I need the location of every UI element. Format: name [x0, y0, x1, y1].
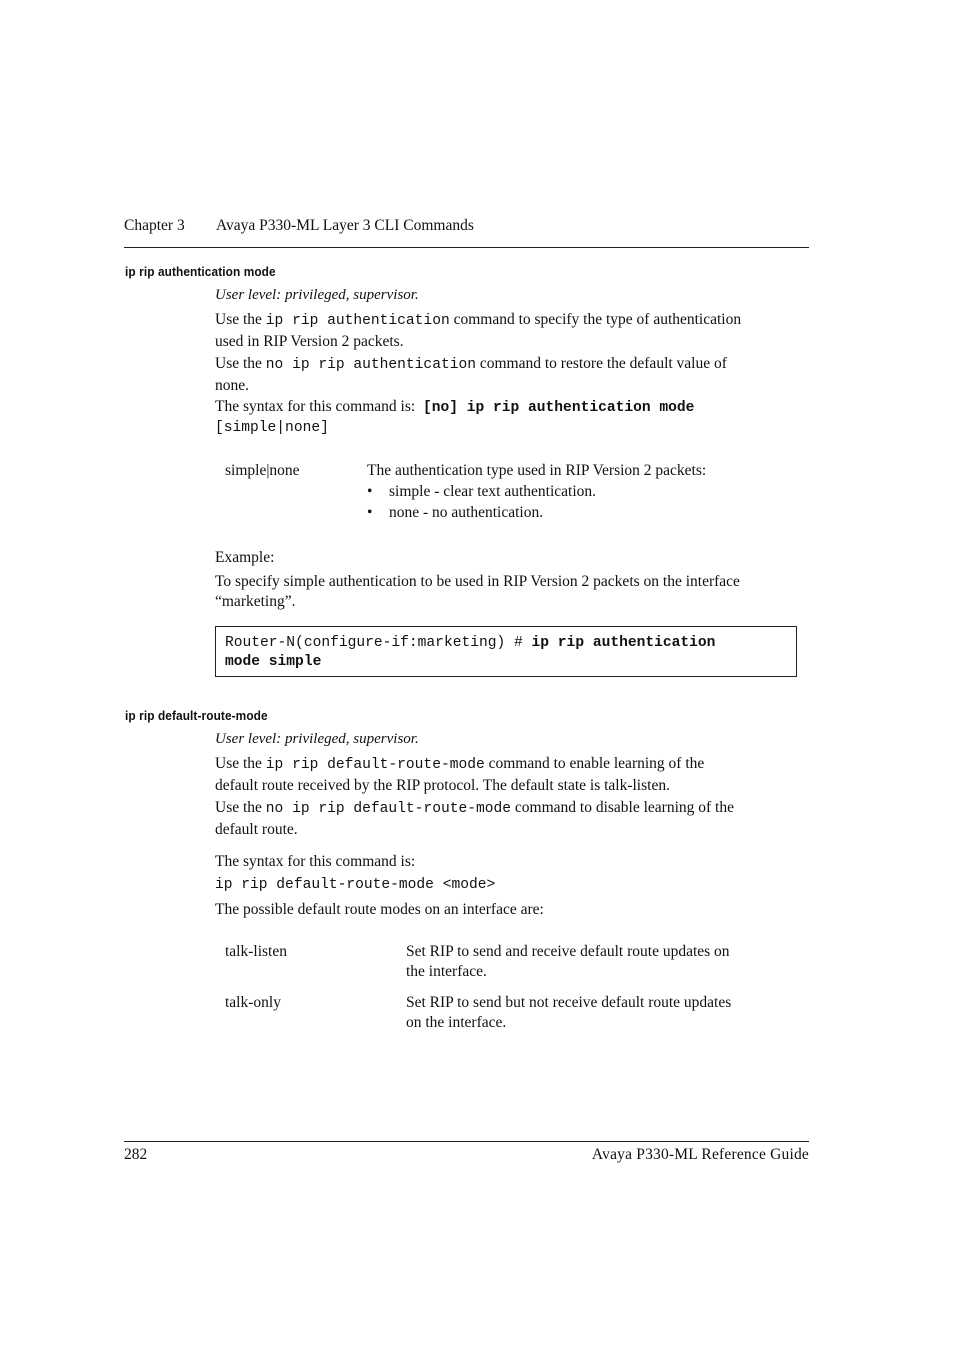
text: Use the [215, 311, 266, 328]
paragraph-auth-use [215, 310, 815, 351]
text: Use the [215, 799, 266, 816]
paragraph-auth-syntax [215, 397, 815, 438]
modes-intro: The possible default route modes on an interface are: [215, 901, 544, 918]
code-command: ip rip authentication [531, 635, 716, 651]
mode-description [406, 993, 806, 1032]
code-line-2: mode simple [225, 654, 322, 670]
mode-description [406, 942, 806, 981]
paragraph-auth-no [215, 354, 815, 395]
param-bullets [367, 481, 807, 523]
text: command to disable learning of the [511, 799, 734, 816]
text: default route received by the RIP protocol. The default state is talk-listen. [215, 776, 670, 794]
inline-code: ip rip default-route-mode [265, 757, 485, 773]
mode-name: talk-listen [225, 943, 287, 960]
section-heading-ip-rip-default-route-mode: ip rip default-route-mode [125, 708, 268, 723]
syntax-code: [no] ip rip authentication mode [422, 400, 695, 416]
example-label: Example: [215, 549, 275, 566]
paragraph-default-route-use [215, 754, 815, 795]
text: default route. [215, 820, 298, 838]
syntax-code-args: [simple|none] [215, 419, 329, 436]
text: command to enable learning of the [488, 755, 705, 772]
footer-guide-title: Avaya P330-ML Reference Guide [591, 1146, 809, 1163]
code-line-1 [225, 634, 715, 654]
mode-name: talk-only [225, 994, 281, 1011]
text: the interface. [406, 962, 487, 980]
param-name: simple|none [225, 462, 300, 479]
text: command to specify the type of authentication [449, 311, 742, 328]
example-text [215, 572, 815, 611]
text: To specify simple authentication to be used in RIP Version 2 packets on the interface [215, 573, 740, 590]
list-item: • simple - clear text authentication. [367, 481, 807, 502]
text: none. [215, 376, 250, 394]
section-heading-ip-rip-authentication-mode: ip rip authentication mode [125, 264, 276, 279]
syntax-label: The syntax for this command is: [215, 853, 416, 870]
text: The authentication type used in RIP Version 2 packets: [367, 462, 707, 479]
text: Use the [215, 355, 266, 372]
text: Use the [215, 755, 266, 772]
code-prompt: Router-N(configure-if:marketing) # [225, 635, 532, 651]
text: “marketing”. [215, 592, 296, 610]
text: command to restore the default value of [475, 355, 727, 372]
header-title: Avaya P330-ML Layer 3 CLI Commands [216, 217, 474, 234]
text: Set RIP to send but not receive default route updates [406, 994, 732, 1011]
text: The syntax for this command is: [215, 398, 416, 415]
text: on the interface. [406, 1013, 507, 1031]
list-item: • none - no authentication. [367, 502, 807, 523]
page-number: 282 [124, 1146, 148, 1163]
text: used in RIP Version 2 packets. [215, 332, 404, 350]
text: Set RIP to send and receive default route updates on [406, 943, 730, 960]
footer-rule [124, 1141, 809, 1142]
syntax-code: ip rip default-route-mode <mode> [215, 877, 496, 893]
inline-code: ip rip authentication [265, 313, 450, 329]
user-level: User level: privileged, supervisor. [215, 287, 419, 303]
code-example-box [215, 626, 797, 677]
inline-code: no ip rip authentication [265, 357, 476, 373]
inline-code: no ip rip default-route-mode [265, 801, 512, 817]
param-description [367, 461, 807, 523]
user-level: User level: privileged, supervisor. [215, 731, 419, 747]
header-rule [124, 247, 809, 248]
header-chapter: Chapter 3 [124, 217, 185, 234]
paragraph-default-route-no [215, 798, 815, 839]
